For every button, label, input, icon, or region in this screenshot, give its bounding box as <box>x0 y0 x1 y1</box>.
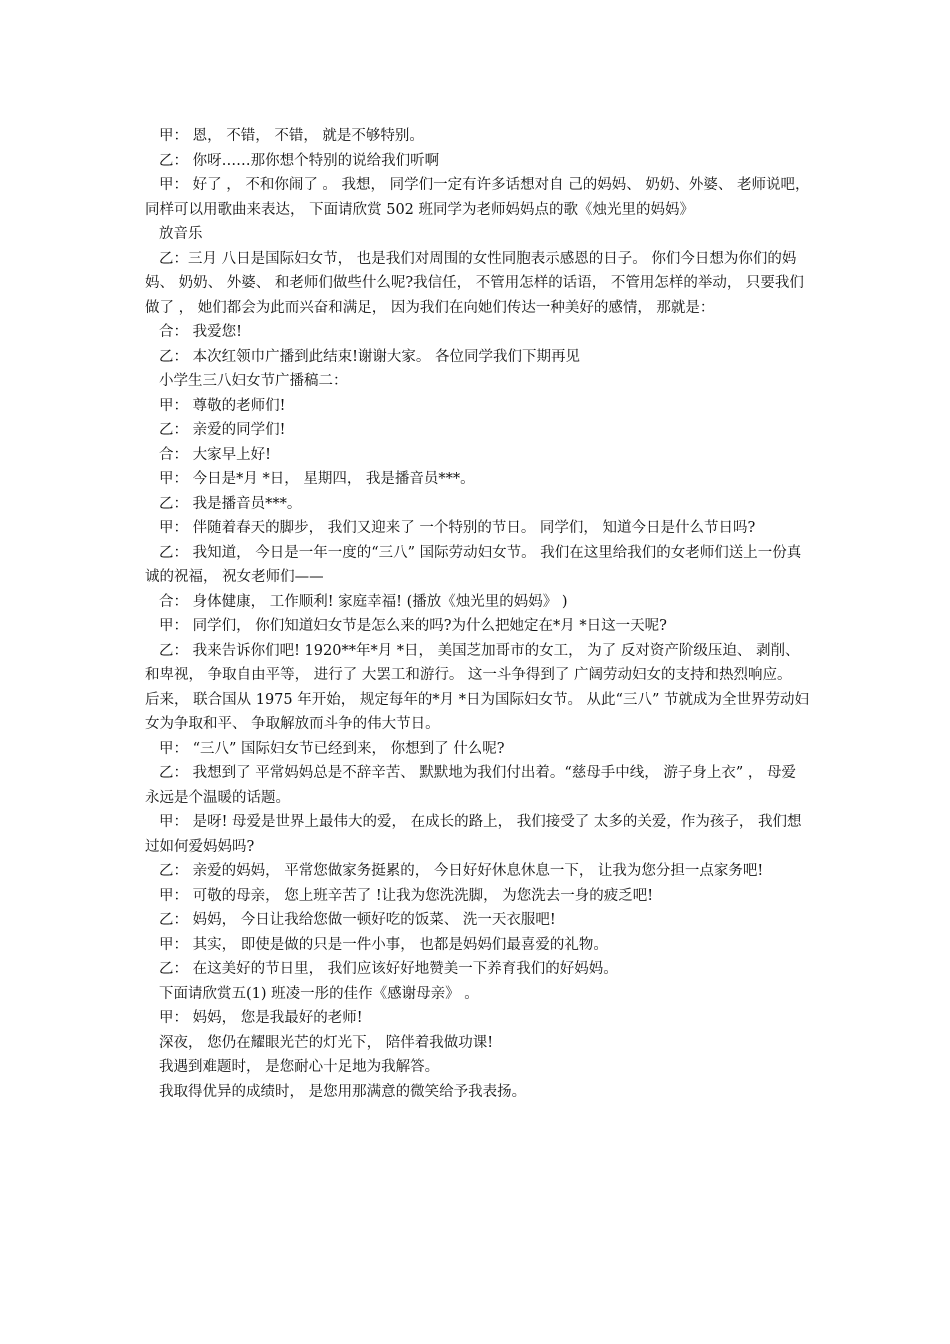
paragraph: 合： 大家早上好! <box>159 446 271 463</box>
paragraph: 合： 身体健康， 工作顺利! 家庭幸福! (播放《烛光里的妈妈》 ) <box>159 593 568 610</box>
paragraph: 甲： 可敬的母亲， 您上班辛苦了 !让我为您洗洗脚， 为您洗去一身的疲乏吧! <box>159 887 654 904</box>
paragraph: 乙： 本次红领巾广播到此结束!谢谢大家。 各位同学我们下期再见 <box>159 348 581 365</box>
paragraph: 下面请欣赏五(1) 班凌一彤的佳作《感谢母亲》 。 <box>159 985 479 1002</box>
paragraph: 甲： 尊敬的老师们! <box>159 397 286 414</box>
paragraph: 甲： 同学们， 你们知道妇女节是怎么来的吗?为什么把她定在*月 *日这一天呢? <box>159 618 667 634</box>
paragraph: 乙： 在这美好的节日里， 我们应该好好地赞美一下养育我们的好妈妈。 <box>159 961 618 977</box>
paragraph: 乙： 我知道， 今日是一年一度的“三八” 国际劳动妇女节。 我们在这里给我们的女老师们送上一份真诚的祝福， 祝女老师们—— <box>145 544 802 585</box>
paragraph: 乙：三月 八日是国际妇女节， 也是我们对周围的女性同胞表示感恩的日子。 你们今日想为你们的妈妈、 奶奶、 外婆、 和老师们做些什么呢?我信任， 不管用怎样的话语， 不管用怎样的举动， 只要我们做了 ， 她们都会为此而兴奋和满足， 因为我们在向她们传达一种美好的感情， 那就是： <box>145 250 804 316</box>
paragraph: 甲： “三八” 国际妇女节已经到来， 你想到了 什么呢? <box>159 740 505 757</box>
paragraph: 乙： 我是播音员***。 <box>159 495 302 512</box>
paragraph: 合： 我爱您! <box>159 324 242 340</box>
paragraph: 我取得优异的成绩时， 是您用那满意的微笑给予我表扬。 <box>159 1083 527 1100</box>
paragraph: 放音乐 <box>159 226 203 242</box>
paragraph: 甲： 恩， 不错， 不错， 就是不够特别。 <box>159 128 424 144</box>
paragraph: 乙： 我想到了 平常妈妈总是不辞辛苦、 默默地为我们付出着。“慈母手中线， 游子身上衣” ， 母爱永远是个温暖的话题。 <box>145 765 796 806</box>
document-body <box>145 124 810 1104</box>
paragraph: 甲： 妈妈， 您是我最好的老师! <box>159 1010 363 1026</box>
paragraph: 甲： 其实， 即使是做的只是一件小事， 也都是妈妈们最喜爱的礼物。 <box>159 936 608 953</box>
paragraph: 甲： 伴随着春天的脚步， 我们又迎来了 一个特别的节日。 同学们， 知道今日是什么节日吗? <box>159 520 756 536</box>
paragraph: 甲： 好了 ， 不和你闹了 。 我想， 同学们一定有许多话想对自 己的妈妈、 奶奶、外婆、 老师说吧， 同样可以用歌曲来表达， 下面请欣赏 502 班同学为老师妈妈点的歌《烛光里的妈妈》 <box>145 177 810 218</box>
paragraph: 乙： 亲爱的同学们! <box>159 422 286 438</box>
paragraph: 乙： 你呀……那你想个特别的说给我们听啊 <box>159 152 440 169</box>
paragraph: 乙： 亲爱的妈妈， 平常您做家务挺累的， 今日好好休息休息一下， 让我为您分担一点家务吧! <box>159 863 764 879</box>
paragraph: 乙： 我来告诉你们吧! 1920**年*月 *日， 美国芝加哥市的女工， 为了 反对资产阶级压迫、 剥削、 和卑视， 争取自由平等， 进行了 大罢工和游行。 这一斗争得到了 广阔劳动妇女的支持和热烈响应。 后来， 联合国从 1975 年开始， 规定每年的*月 *日为国际妇女节。 从此“三八” 节就成为全世界劳动妇女为争取和平、 争取解放而斗争的伟大节日。 <box>145 642 809 732</box>
paragraph: 乙： 妈妈， 今日让我给您做一顿好吃的饭菜、 洗一天衣服吧! <box>159 912 556 928</box>
section-heading: 小学生三八妇女节广播稿二： <box>159 373 348 389</box>
paragraph: 甲： 今日是*月 *日， 星期四， 我是播音员***。 <box>159 471 475 487</box>
paragraph: 甲： 是呀! 母爱是世界上最伟大的爱， 在成长的路上， 我们接受了 太多的关爱，作为孩子， 我们想过如何爱妈妈吗? <box>145 814 802 855</box>
paragraph: 深夜， 您仍在耀眼光芒的灯光下， 陪伴着我做功课! <box>159 1034 494 1051</box>
paragraph: 我遇到难题时， 是您耐心十足地为我解答。 <box>159 1059 440 1075</box>
